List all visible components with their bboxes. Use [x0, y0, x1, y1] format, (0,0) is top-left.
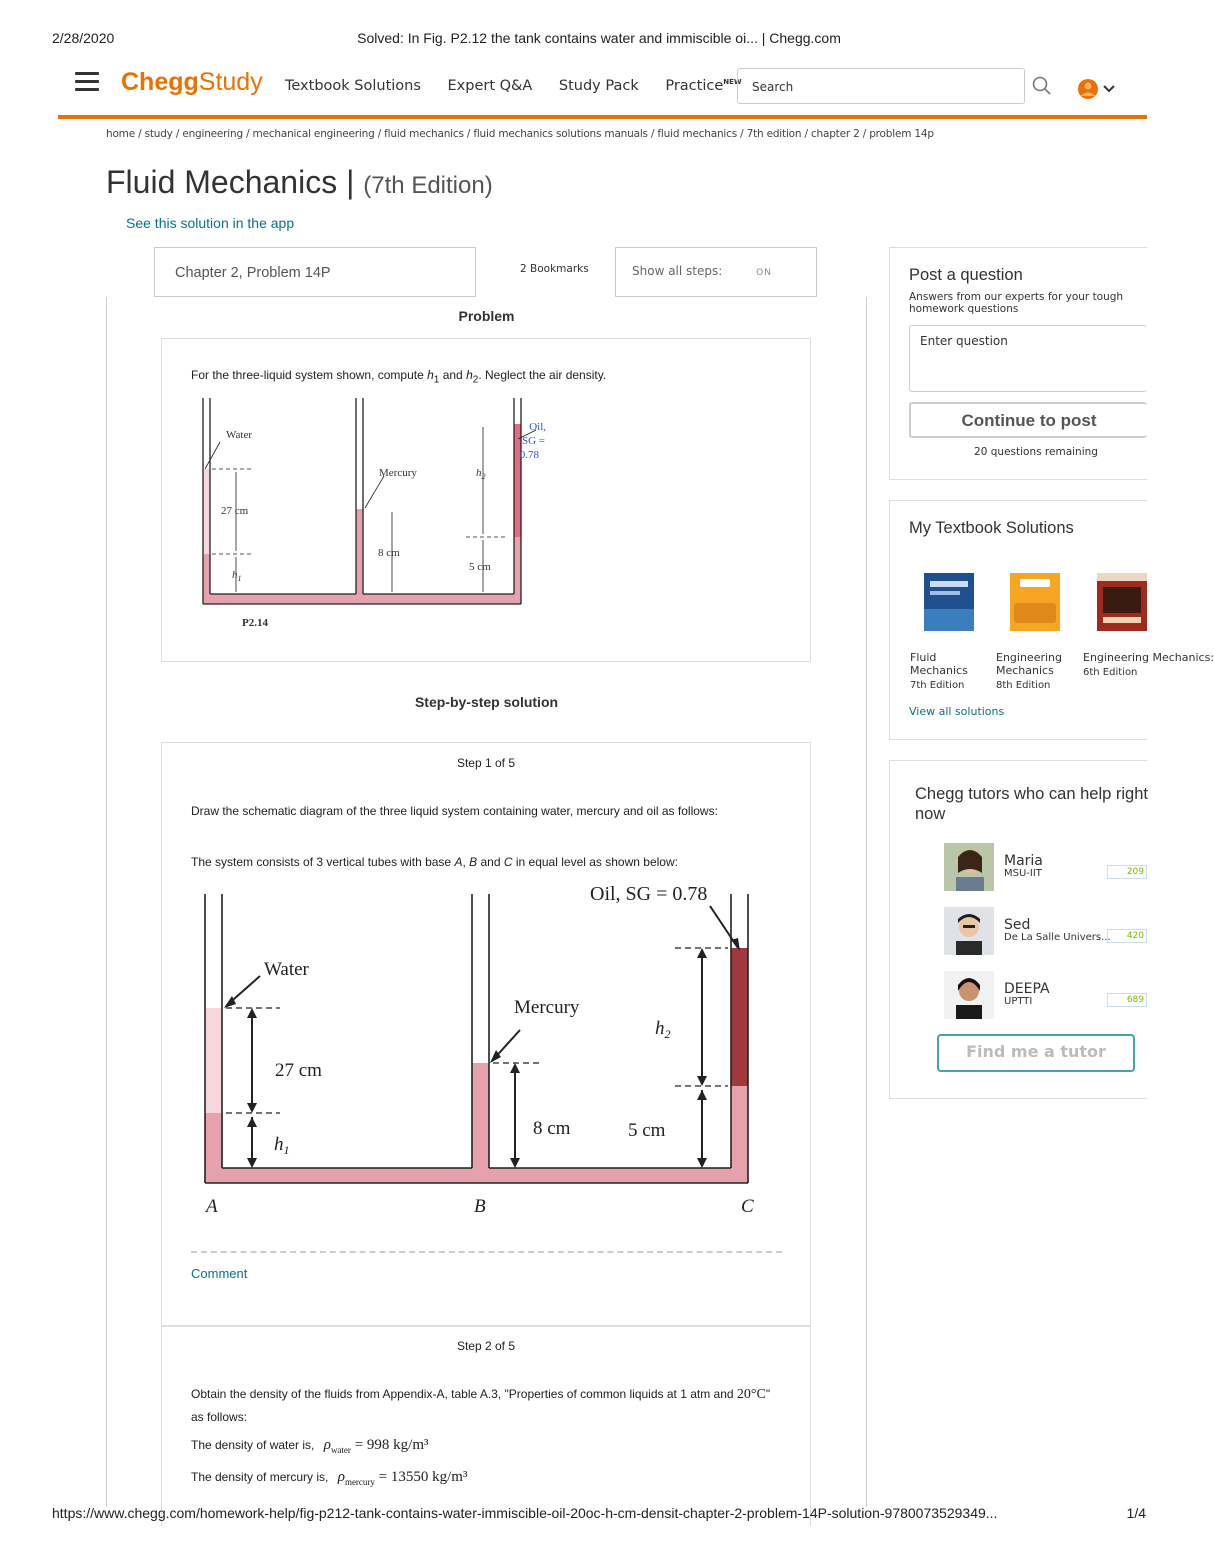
book-1[interactable] [910, 651, 982, 691]
book-title: Fluid Mechanics [106, 164, 338, 200]
chapter-selector[interactable]: Chapter 2, Problem 14P [154, 247, 476, 297]
tutor-avatar[interactable] [944, 971, 994, 1019]
question-input[interactable] [909, 325, 1147, 392]
step-2-number: 2 [484, 1339, 492, 1353]
tutor-school: UPTTI [1004, 996, 1033, 1007]
solution-heading: Step-by-step solution [414, 694, 559, 710]
search-input[interactable] [737, 68, 1025, 104]
step-2-suffix: of 5 [491, 1339, 516, 1353]
tutor-name[interactable]: Maria [1004, 853, 1043, 869]
search-icon[interactable] [1032, 76, 1052, 96]
fig-h2-label: $h_2$ [655, 1018, 671, 1041]
book-cover-fluid-mechanics[interactable] [924, 573, 974, 631]
tutor-avatar[interactable] [944, 843, 994, 891]
problem-text [191, 368, 606, 385]
fig-5cm-label: 5 cm [469, 561, 491, 573]
book-3-name: Engineering Mechanics: [1083, 651, 1214, 664]
toggle-state: ON [756, 268, 772, 278]
nav-practice-label: Practice [665, 78, 724, 94]
fig-sg-label: SG = [521, 435, 545, 447]
problem-heading: Problem [458, 308, 515, 324]
tutor-count: 420 [1107, 929, 1147, 943]
tutor-school: De La Salle Univers... [1004, 932, 1111, 943]
fig-water-label: Water [226, 429, 252, 441]
fig-base-b: B [474, 1196, 486, 1217]
logo-chegg: Chegg [121, 68, 199, 96]
step-1-paragraph-2 [191, 851, 678, 873]
tutor-name[interactable]: DEEPA [1004, 981, 1050, 997]
base-b: B [469, 855, 478, 869]
problem-text-and: and [439, 368, 467, 382]
book-1-name: Fluid Mechanics [910, 651, 968, 677]
water-column [205, 1008, 222, 1113]
tutor-school: MSU-IIT [1004, 868, 1042, 879]
step-1-sep: , [462, 855, 470, 869]
print-title: Solved: In Fig. P2.12 the tank contains water and immiscible oi... | Chegg.com [357, 30, 841, 46]
fig-oil-label: Oil, SG = 0.78 [590, 883, 708, 905]
questions-remaining: 20 questions remaining [974, 446, 1098, 458]
book-1-edition: 7th Edition [910, 680, 965, 691]
nav-practice[interactable] [665, 78, 741, 94]
breadcrumb[interactable]: home / study / engineering / mechanical engineering / fluid mechanics / fluid mechanics solutions manuals / fluid mechanics / 7th edition / chapter 2 / problem 14p [106, 128, 934, 140]
fig-8cm-label: 8 cm [378, 547, 400, 559]
step-1-prefix: Step [456, 756, 485, 770]
mercury-middle [356, 509, 363, 604]
find-tutor-button[interactable]: Find me a tutor [937, 1034, 1135, 1072]
page-title [106, 164, 493, 201]
tutor-avatar[interactable] [944, 907, 994, 955]
tutor-count-box [1107, 865, 1147, 879]
problem-text-pre: For the three-liquid system shown, compute [191, 368, 428, 382]
mercury-density-label: The density of mercury is, [191, 1470, 329, 1484]
logo-study: Study [198, 68, 263, 96]
rho-water-sub: water [330, 1445, 351, 1455]
post-question-title: Post a question [909, 266, 1023, 284]
fig-mercury-label: Mercury [379, 467, 417, 479]
step-1-suffix: of 5 [491, 756, 516, 770]
fig-oil-label: Oil, [529, 421, 546, 433]
show-all-steps-toggle[interactable] [615, 247, 817, 297]
nav-links [285, 78, 764, 94]
mercury-right [514, 537, 521, 604]
book-3-edition: 6th Edition [1083, 667, 1138, 678]
step-1-p2-pre: The system consists of 3 vertical tubes with base [191, 855, 455, 869]
oil-column [514, 424, 521, 537]
print-url: https://www.chegg.com/homework-help/fig-p212-tank-contains-water-immiscible-oil-20oc-h-cm-densit-chapter-2-problem-14P-solution-9780073529349... [52, 1505, 998, 1521]
mercury-density-line [191, 1466, 467, 1493]
var-h1-sub: 1 [433, 374, 440, 386]
user-avatar-icon[interactable] [1077, 78, 1117, 100]
nav-study-pack[interactable]: Study Pack [558, 78, 639, 94]
print-date: 2/28/2020 [52, 30, 115, 46]
tutor-count-box [1107, 993, 1147, 1007]
print-footer [52, 1505, 1146, 1525]
comment-link[interactable]: Comment [191, 1266, 248, 1281]
base-c: C [503, 855, 513, 869]
base-a: A [454, 855, 463, 869]
fig-5cm-label: 5 cm [628, 1120, 666, 1141]
step-2-label [161, 1339, 811, 1353]
water-density-label: The density of water is, [191, 1438, 315, 1452]
new-badge: NEW [723, 78, 742, 87]
top-nav [75, 68, 1147, 112]
schematic-figure [190, 878, 770, 1218]
tutor-name[interactable]: Sed [1004, 917, 1031, 933]
textbook-solutions-title: My Textbook Solutions [909, 519, 1074, 537]
fig-water-label: Water [264, 959, 309, 980]
fig-h1-label: $h_1$ [232, 569, 242, 583]
fig-base-c: C [741, 1196, 754, 1217]
tutors-title [915, 784, 1147, 824]
title-separator: | [346, 164, 355, 200]
var-h2-sub: 2 [472, 374, 479, 386]
step-1-p2-post: in equal level as shown below: [512, 855, 678, 869]
step-1-number: 1 [484, 756, 492, 770]
book-cover-engineering-mechanics[interactable] [1010, 573, 1060, 631]
fig-27cm-label: 27 cm [221, 505, 249, 517]
fig-base-a: A [206, 1196, 218, 1217]
nav-textbook-solutions[interactable]: Textbook Solutions [285, 78, 421, 94]
rho-symbol: ρ [337, 1469, 345, 1485]
step-2-p1-end: " as follows: [191, 1387, 771, 1424]
tutors-title-text: Chegg tutors who can help right now [915, 785, 1148, 823]
tutor-count: 209 [1107, 865, 1147, 879]
problem-text-post: . Neglect the air density. [478, 368, 607, 382]
water-density-line [191, 1434, 428, 1461]
book-edition: (7th Edition) [363, 172, 493, 199]
book-2[interactable] [996, 651, 1072, 691]
book-2-name: Engineering Mechanics [996, 651, 1062, 677]
fig-h2-label: $h_2$ [476, 467, 486, 481]
show-all-steps-label: Show all steps: [632, 264, 723, 278]
mercury-right [731, 1086, 748, 1183]
book-2-edition: 8th Edition [996, 680, 1051, 691]
bookmarks-count[interactable]: 2 Bookmarks [520, 263, 589, 275]
mercury-middle [472, 1063, 489, 1183]
mercury-density-formula [338, 1469, 468, 1485]
fig-8cm-label: 8 cm [533, 1118, 571, 1139]
step-2-p1: Obtain the density of the fluids from Appendix-A, table A.3, "Properties of common liquids at 1 atm and [191, 1387, 734, 1401]
chegg-study-logo[interactable] [121, 68, 263, 97]
question-placeholder: Enter question [920, 334, 1008, 348]
step-1-and: and [477, 855, 504, 869]
oil-column [731, 948, 748, 1086]
nav-divider [58, 115, 1147, 119]
step-divider [191, 1251, 782, 1253]
mercury-density-value: = 13550 kg/m³ [378, 1469, 468, 1485]
nav-expert-qa[interactable]: Expert Q&A [447, 78, 533, 94]
menu-icon[interactable] [75, 72, 99, 92]
tutor-count: 689 [1107, 993, 1147, 1007]
rho-mercury-sub: mercury [344, 1477, 375, 1487]
step-2-prefix: Step [456, 1339, 485, 1353]
book-cover-engineering-mechanics-6th[interactable] [1097, 573, 1147, 631]
var-h1: h [427, 368, 434, 382]
see-in-app-link[interactable]: See this solution in the app [126, 215, 295, 231]
view-all-solutions-link[interactable]: View all solutions [909, 705, 1005, 718]
fig-27cm-label: 27 cm [275, 1060, 322, 1081]
step-2-paragraph [191, 1383, 781, 1428]
print-page-number: 1/4 [1126, 1505, 1146, 1521]
water-density-formula [324, 1437, 429, 1453]
rho-symbol: ρ [323, 1437, 331, 1453]
step-1-label [161, 756, 811, 770]
search-placeholder: Search [752, 80, 794, 94]
water-column [203, 469, 210, 554]
problem-figure [196, 394, 546, 634]
post-question-subtitle: Answers from our experts for your tough homework questions [909, 291, 1124, 315]
var-h2: h [466, 368, 473, 382]
print-header [52, 30, 1146, 50]
fig-sg-value: 0.78 [519, 449, 539, 461]
book-3[interactable] [1083, 651, 1214, 678]
tutor-count-box [1107, 929, 1147, 943]
fig-caption: P2.14 [242, 617, 268, 629]
fig-h1-label: $h_1$ [274, 1134, 290, 1157]
continue-to-post-button[interactable]: Continue to post [909, 402, 1147, 438]
fig-mercury-label: Mercury [514, 997, 580, 1018]
step-2-temp: 20°C [736, 1387, 766, 1402]
water-density-value: = 998 kg/m³ [354, 1437, 429, 1453]
step-1-paragraph-1: Draw the schematic diagram of the three liquid system containing water, mercury and oil as follows: [191, 804, 718, 818]
